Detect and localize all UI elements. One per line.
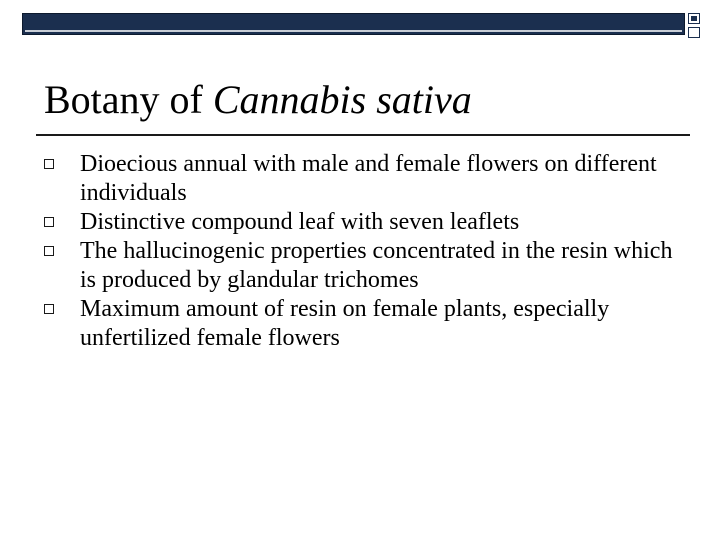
slide-title	[44, 76, 472, 124]
corner-decoration	[686, 13, 706, 41]
bullet-text: Maximum amount of resin on female plants, especially unfertilized female flowers	[80, 296, 610, 351]
hollow-square-icon	[44, 246, 54, 256]
slide-title-italic: Cannabis sativa	[212, 77, 472, 122]
bullet-text: Distinctive compound leaf with seven leaflets	[80, 209, 520, 235]
slide-title-plain: Botany of	[44, 77, 213, 122]
bullet-list	[44, 150, 684, 353]
title-divider	[36, 134, 690, 136]
hollow-square-icon	[688, 27, 700, 38]
bullet-item	[44, 295, 684, 353]
bullet-item	[44, 150, 684, 208]
hollow-square-icon	[44, 304, 54, 314]
bullet-item	[44, 208, 684, 237]
hollow-square-icon	[44, 159, 54, 169]
header-decorative-bar	[22, 13, 685, 35]
bullet-text: The hallucinogenic properties concentrated in the resin which is produced by glandular trichomes	[80, 238, 673, 293]
hollow-square-icon	[44, 217, 54, 227]
filled-square-icon	[688, 13, 700, 24]
bullet-text: Dioecious annual with male and female flowers on different individuals	[80, 151, 657, 206]
bullet-item	[44, 237, 684, 295]
